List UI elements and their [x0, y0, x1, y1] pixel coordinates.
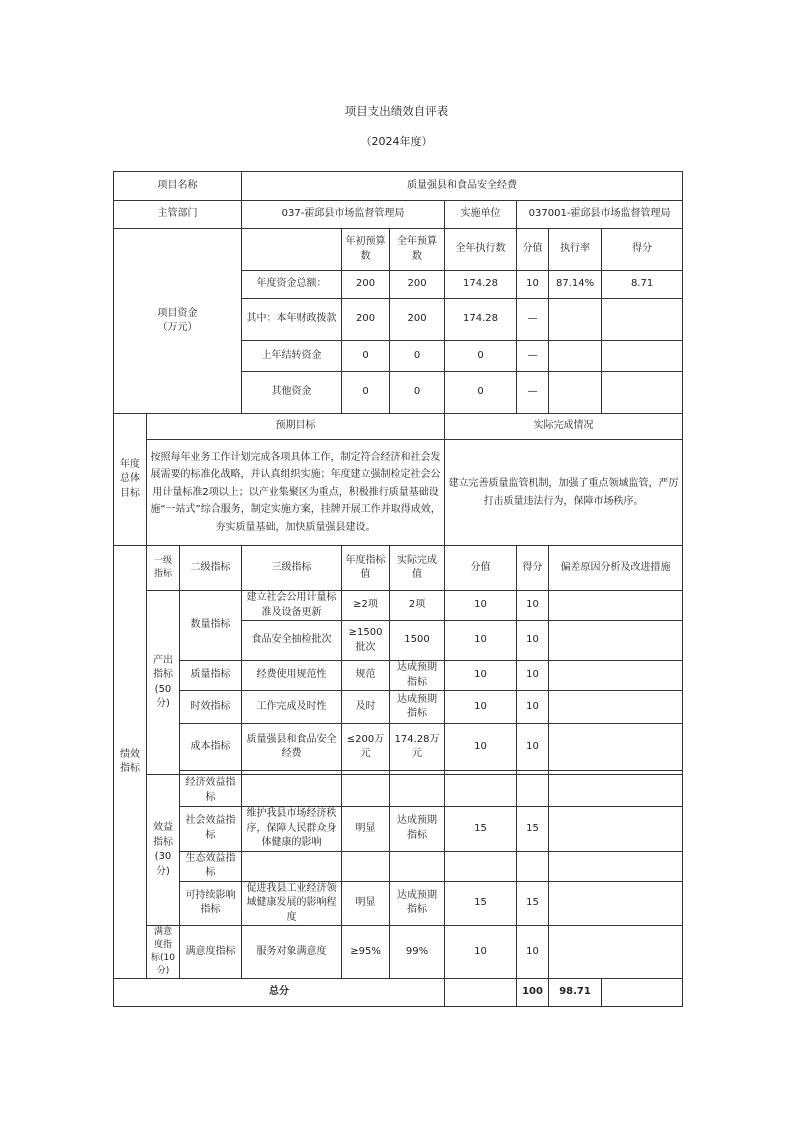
perf-reason [549, 724, 683, 771]
perf-score [517, 775, 549, 807]
perf-header-row [114, 546, 683, 591]
col-exec-rate: 执行率 [549, 229, 602, 271]
perf-row [114, 851, 683, 881]
col-score: 得分 [602, 229, 683, 271]
funds-blank-header [242, 229, 342, 271]
funds-row-label: 年度资金总额： [242, 271, 342, 299]
funds-score-value: — [517, 299, 549, 341]
perf-actual: 达成预期指标 [390, 881, 445, 926]
perf-score: 15 [517, 881, 549, 926]
evaluation-table [113, 171, 683, 1007]
perf-row [114, 881, 683, 926]
funds-score-value: — [517, 341, 549, 372]
goals-label: 年度总体目标 [114, 414, 147, 546]
perf-actual: 1500 [390, 621, 445, 661]
perf-l3: 工作完成及时性 [242, 691, 342, 724]
perf-actual [390, 775, 445, 807]
perf-l2: 可持续影响指标 [180, 881, 242, 926]
funds-rate [549, 299, 602, 341]
perf-actual: 2项 [390, 591, 445, 621]
perf-target [342, 775, 390, 807]
perf-sv: 10 [445, 621, 517, 661]
total-score-value: 100 [517, 979, 549, 1007]
col-level2: 二级指标 [180, 546, 242, 591]
funds-row-label: 上年结转资金 [242, 341, 342, 372]
perf-row [114, 591, 683, 621]
perf-actual: 174.28万元 [390, 724, 445, 771]
perf-row [114, 724, 683, 771]
perf-sv: 10 [445, 926, 517, 979]
perf-reason [549, 775, 683, 807]
col-level3: 三级指标 [242, 546, 342, 591]
page-subtitle: （2024年度） [360, 135, 433, 148]
output-indicator-label: 产出指标(50分) [147, 591, 180, 775]
funds-exec: 174.28 [445, 299, 517, 341]
perf-reason [549, 807, 683, 852]
satisfaction-indicator-label: 满意度指标(10分) [147, 926, 180, 979]
perf-sv: 15 [445, 881, 517, 926]
perf-l3: 促进我县工业经济领域健康发展的影响程度 [242, 881, 342, 926]
funds-full: 0 [390, 372, 445, 414]
perf-l2: 时效指标 [180, 691, 242, 724]
perf-l3 [242, 851, 342, 881]
funds-exec: 0 [445, 372, 517, 414]
funds-rate: 87.14% [549, 271, 602, 299]
perf-l2: 质量指标 [180, 661, 242, 691]
impl-label: 实施单位 [445, 201, 517, 229]
perf-l3 [242, 775, 342, 807]
perf-target: ≥1500批次 [342, 621, 390, 661]
perf-target: 明显 [342, 881, 390, 926]
actual-completion-label: 实际完成情况 [445, 414, 683, 440]
perf-reason [549, 661, 683, 691]
funds-row-label: 其中：本年财政拨款 [242, 299, 342, 341]
funds-label-line1: 项目资金 [157, 307, 198, 319]
total-reason [602, 979, 683, 1007]
perf-target: 规范 [342, 661, 390, 691]
perf-actual: 达成预期指标 [390, 807, 445, 852]
funds-label-line2: （万元） [157, 322, 198, 333]
perf-l3: 经费使用规范性 [242, 661, 342, 691]
total-row [114, 979, 683, 1007]
perf-sv: 15 [445, 807, 517, 852]
effect-indicator-label: 效益指标(30分) [147, 775, 180, 926]
project-name-label: 项目名称 [114, 172, 242, 201]
perf-score: 10 [517, 661, 549, 691]
perf-l3: 食品安全抽检批次 [242, 621, 342, 661]
funds-rate [549, 341, 602, 372]
perf-row [114, 661, 683, 691]
dept-value: 037-霍邱县市场监督管理局 [242, 201, 445, 229]
perf-row [114, 926, 683, 979]
col-initial-budget: 年初预算数 [342, 229, 390, 271]
goals-header-row [114, 414, 683, 440]
perf-l2: 社会效益指标 [180, 807, 242, 852]
funds-score [602, 372, 683, 414]
perf-score: 10 [517, 691, 549, 724]
perf-actual: 99% [390, 926, 445, 979]
perf-reason [549, 851, 683, 881]
col-sv: 分值 [445, 546, 517, 591]
funds-initial: 0 [342, 341, 390, 372]
perf-row [114, 807, 683, 852]
funds-header-row [114, 229, 683, 271]
col-score-value: 分值 [517, 229, 549, 271]
funds-row-label: 其他资金 [242, 372, 342, 414]
perf-target: ≥2项 [342, 591, 390, 621]
perf-l3: 服务对象满意度 [242, 926, 342, 979]
funds-initial: 0 [342, 372, 390, 414]
department-row [114, 201, 683, 229]
perf-sv: 10 [445, 691, 517, 724]
perf-sv [445, 775, 517, 807]
funds-full: 0 [390, 341, 445, 372]
funds-exec: 0 [445, 341, 517, 372]
funds-initial: 200 [342, 299, 390, 341]
project-name-value: 质量强县和食品安全经费 [242, 172, 683, 201]
col-full-budget: 全年预算数 [390, 229, 445, 271]
page-title: 项目支出绩效自评表 [344, 104, 449, 118]
funds-initial: 200 [342, 271, 390, 299]
perf-score: 10 [517, 926, 549, 979]
col-actual: 实际完成值 [390, 546, 445, 591]
perf-actual: 达成预期指标 [390, 661, 445, 691]
actual-completion-text: 建立完善质量监管机制，加强了重点领域监管，严厉打击质量违法行为，保障市场秩序。 [445, 440, 683, 546]
perf-l2: 数量指标 [180, 591, 242, 661]
perf-l2: 满意度指标 [180, 926, 242, 979]
project-name-row [114, 172, 683, 201]
funds-score [602, 341, 683, 372]
perf-target: ≥95% [342, 926, 390, 979]
perf-score: 15 [517, 807, 549, 852]
total-blank [445, 979, 517, 1007]
perf-reason [549, 621, 683, 661]
perf-target: 及时 [342, 691, 390, 724]
perf-actual [390, 851, 445, 881]
perf-actual: 达成预期指标 [390, 691, 445, 724]
perf-l3: 建立社会公用计量标准及设备更新 [242, 591, 342, 621]
col-reason: 偏差原因分析及改进措施 [549, 546, 683, 591]
expected-goal-label: 预期目标 [147, 414, 445, 440]
perf-score: 10 [517, 621, 549, 661]
col-target: 年度指标值 [342, 546, 390, 591]
perf-l2: 经济效益指标 [180, 775, 242, 807]
perf-l2: 生态效益指标 [180, 851, 242, 881]
funds-full: 200 [390, 271, 445, 299]
perf-row [114, 691, 683, 724]
perf-row [114, 775, 683, 807]
perf-target: ≤200万元 [342, 724, 390, 771]
perf-sv: 10 [445, 661, 517, 691]
perf-score: 10 [517, 724, 549, 771]
perf-l3: 维护我县市场经济秩序，保障人民群众身体健康的影响 [242, 807, 342, 852]
expected-goal-text: 按照每年业务工作计划完成各项具体工作，制定符合经济和社会发展需要的标准化战略，并认真组织实施；年度建立强制检定社会公用计量标准2项以上；以产业集聚区为重点，积极推行质量基础设施“一站式”综合服务，制定实施方案，挂牌开展工作并取得成效，夯实质量基础，加快质量强县建设。 [147, 440, 445, 546]
funds-exec: 174.28 [445, 271, 517, 299]
total-score: 98.71 [549, 979, 602, 1007]
funds-score-value: 10 [517, 271, 549, 299]
perf-reason [549, 881, 683, 926]
perf-reason [549, 926, 683, 979]
funds-full: 200 [390, 299, 445, 341]
perf-label: 绩效指标 [114, 546, 147, 979]
perf-sv: 10 [445, 591, 517, 621]
perf-l3: 质量强县和食品安全经费 [242, 724, 342, 771]
perf-score: 10 [517, 591, 549, 621]
goals-content-row [114, 440, 683, 546]
col-level1: 一级指标 [147, 546, 180, 591]
perf-l2: 成本指标 [180, 724, 242, 771]
impl-value: 037001-霍邱县市场监督管理局 [517, 201, 683, 229]
perf-reason [549, 691, 683, 724]
funds-label [114, 229, 242, 414]
funds-score: 8.71 [602, 271, 683, 299]
perf-sv [445, 851, 517, 881]
perf-target [342, 851, 390, 881]
col-score: 得分 [517, 546, 549, 591]
dept-label: 主管部门 [114, 201, 242, 229]
total-label: 总分 [114, 979, 445, 1007]
funds-rate [549, 372, 602, 414]
col-full-exec: 全年执行数 [445, 229, 517, 271]
perf-target: 明显 [342, 807, 390, 852]
funds-score-value: — [517, 372, 549, 414]
funds-score [602, 299, 683, 341]
perf-sv: 10 [445, 724, 517, 771]
perf-score [517, 851, 549, 881]
perf-reason [549, 591, 683, 621]
